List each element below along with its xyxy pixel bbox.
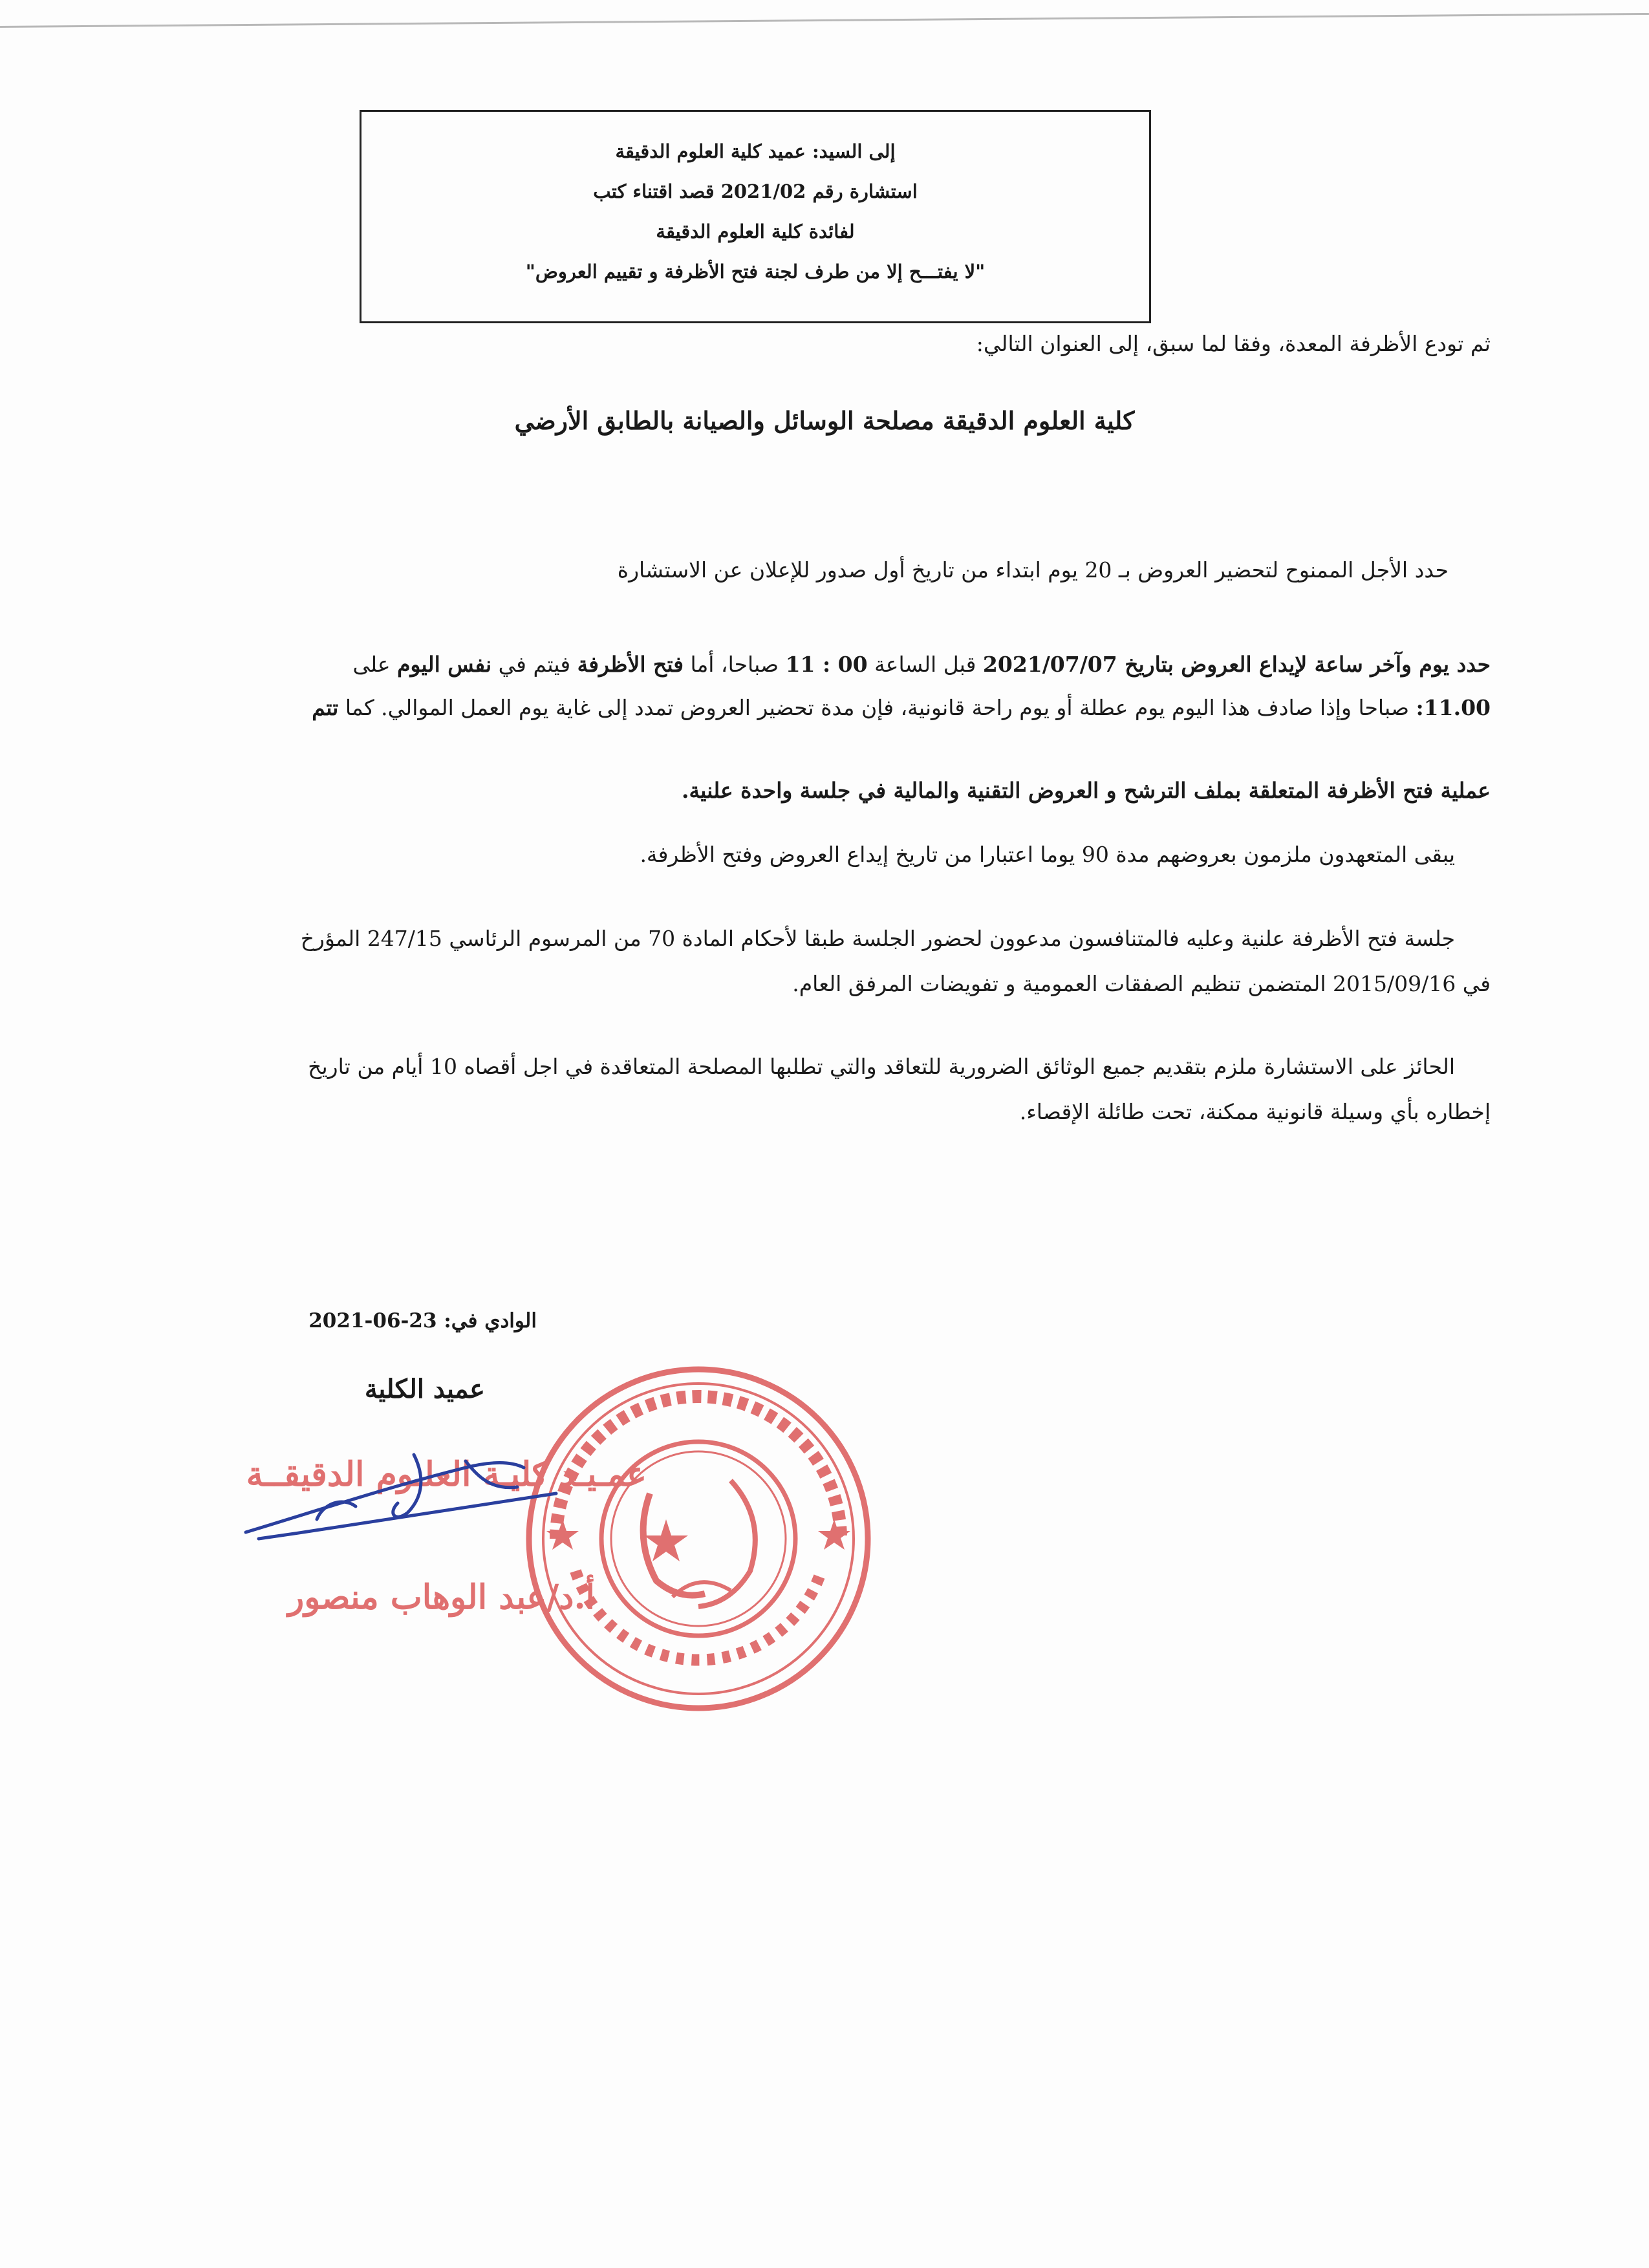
- submission-line-3: عملية فتح الأظرفة المتعلقة بملف الترشح و العروض التقنية والمالية في جلسة واحدة علنية.: [681, 778, 1491, 803]
- submission-time: 00 : 11: [785, 652, 868, 677]
- holder-line-2: إخطاره بأي وسيلة قانونية ممكنة، تحت طائلة الإقصاء.: [1019, 1099, 1491, 1124]
- session-line-1: جلسة فتح الأظرفة علنية وعليه فالمتنافسون مدعوون لحضور الجلسة طبقا لأحكام المادة 70 من المرسوم الرئاسي 247/15 المؤرخ: [300, 926, 1455, 951]
- dean-stamp-title: عمـيـد كليـة العلـوم الدقيقــة: [246, 1455, 647, 1494]
- consultation-number: استشارة رقم 2021/02 قصد اقتناء كتب: [593, 180, 918, 202]
- submission-date: حدد يوم وآخر ساعة لإيداع العروض بتاريخ 2021/07/07: [982, 652, 1491, 677]
- submission-text-f: تتم: [312, 695, 339, 720]
- submission-text-d: على: [352, 652, 398, 677]
- submission-line-1: [352, 643, 1491, 686]
- submission-opening: فتح الأظرفة: [577, 652, 684, 677]
- submission-hour: 11.00:: [1416, 695, 1491, 720]
- delivery-address: كلية العلوم الدقيقة مصلحة الوسائل والصيانة بالطابق الأرضي: [514, 406, 1135, 435]
- submission-text-c: فيتم في: [491, 652, 577, 677]
- signatory-title: عميد الكلية: [364, 1374, 485, 1404]
- submission-text-e: صباحا وإذا صادف هذا اليوم يوم عطلة أو يوم راحة قانونية، فإن مدة تحضير العروض تمدد إلى غاية يوم العمل الموالي. كما: [338, 695, 1416, 720]
- dean-stamp-name: أ.د/عبد الوهاب منصور: [288, 1578, 595, 1617]
- submission-text-b: صباحا، أما: [684, 652, 786, 677]
- opening-notice: "لا يفتـــح إلا من طرف لجنة فتح الأظرفة و تقييم العروض": [525, 261, 986, 283]
- place-and-date: الوادي في: 23-06-2021: [308, 1309, 537, 1332]
- address-recipient: إلى السيد: عميد كلية العلوم الدقيقة: [615, 140, 896, 162]
- deadline-line-1: حدد الأجل الممنوح لتحضير العروض بـ 20 يوم ابتداء من تاريخ أول صدور للإعلان عن الاستشارة: [617, 557, 1449, 583]
- holder-line-1: الحائز على الاستشارة ملزم بتقديم جميع الوثائق الضرورية للتعاقد والتي تطلبها المصلحة المتعاقدة في اجل أقصاه 10 أيام من تاريخ: [308, 1054, 1455, 1079]
- scan-edge-line: [0, 13, 1649, 28]
- session-line-2: في 2015/09/16 المتضمن تنظيم الصفقات العمومية و تفويضات المرفق العام.: [792, 971, 1491, 996]
- submission-text-a: قبل الساعة: [867, 652, 983, 677]
- handwritten-signature-icon: [220, 1442, 582, 1558]
- intro-text: ثم تودع الأظرفة المعدة، وفقا لما سبق، إلى العنوان التالي:: [976, 331, 1491, 356]
- address-box: [360, 110, 1151, 323]
- submission-line-2: [312, 687, 1491, 729]
- beneficiary: لفائدة كلية العلوم الدقيقة: [656, 220, 855, 242]
- validity-line-1: يبقى المتعهدون ملزمون بعروضهم مدة 90 يوما اعتبارا من تاريخ إيداع العروض وفتح الأظرفة.: [640, 842, 1455, 867]
- submission-same-day: نفس اليوم: [397, 652, 492, 677]
